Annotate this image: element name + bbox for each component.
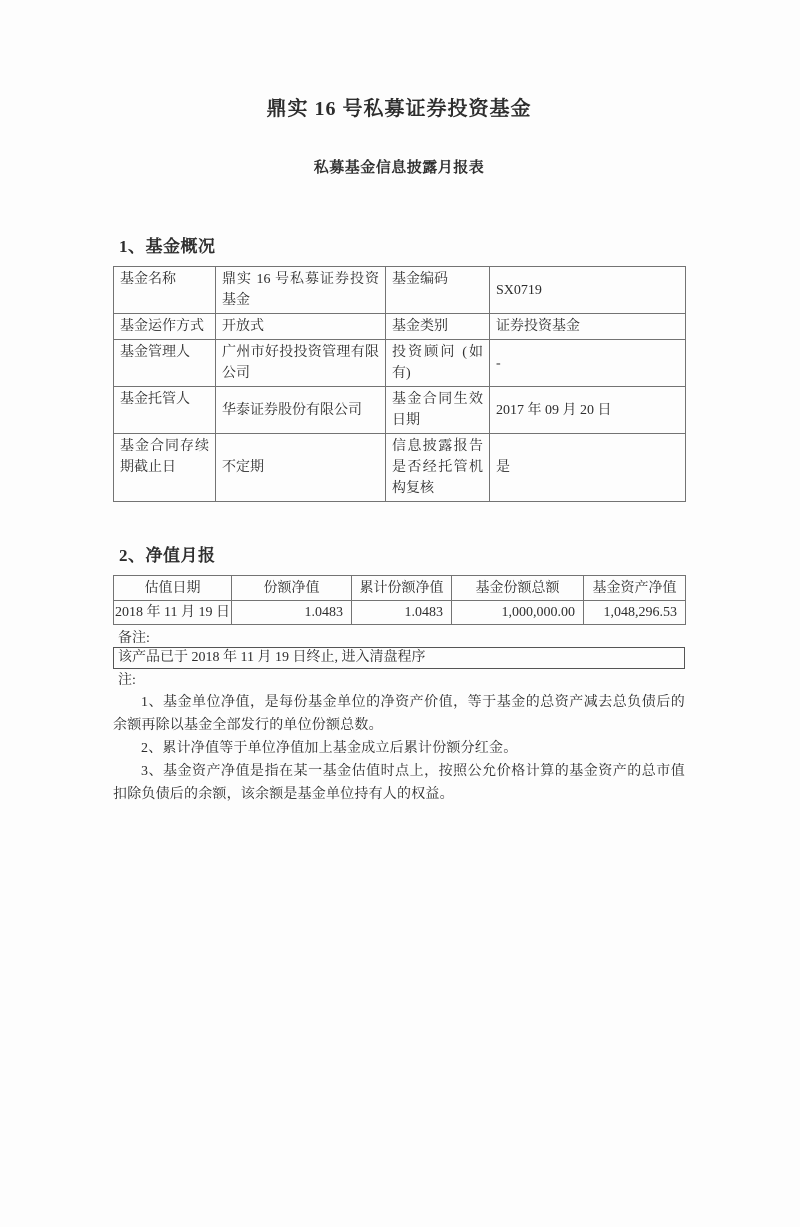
document-page <box>0 96 800 1227</box>
cell-operation-mode-value: 开放式 <box>216 314 386 340</box>
cell-net-assets: 1,048,296.53 <box>584 601 686 625</box>
header-valuation-date: 估值日期 <box>114 576 232 601</box>
remark-box: 该产品已于 2018 年 11 月 19 日终止, 进入清盘程序 <box>113 647 685 669</box>
remark-label: 备注: <box>118 631 150 646</box>
note-item-2: 2、累计净值等于单位净值加上基金成立后累计份额分红金。 <box>141 741 518 756</box>
cell-contract-expiry-label: 基金合同存续期截止日 <box>114 434 216 502</box>
cell-advisor-label: 投资顾问 (如有) <box>386 340 490 387</box>
cell-fund-manager-value: 广州市好投投资管理有限公司 <box>216 340 386 387</box>
fund-overview-table <box>113 266 686 502</box>
table-row <box>114 601 686 625</box>
cell-effective-date-value: 2017 年 09 月 20 日 <box>490 387 686 434</box>
notes-block <box>113 691 685 806</box>
table-row <box>114 387 686 434</box>
cell-cum-unit-nav: 1.0483 <box>352 601 452 625</box>
table-row <box>114 267 686 314</box>
cell-contract-expiry-value: 不定期 <box>216 434 386 502</box>
section-heading-nav-monthly: 2、净值月报 <box>119 546 216 565</box>
cell-fund-manager-label: 基金管理人 <box>114 340 216 387</box>
doc-subtitle: 私募基金信息披露月报表 <box>313 160 485 176</box>
nav-monthly-table <box>113 575 686 625</box>
table-row <box>114 340 686 387</box>
cell-fund-code-label: 基金编码 <box>386 267 490 314</box>
header-total-shares: 基金份额总额 <box>452 576 584 601</box>
cell-custodian-value: 华泰证券股份有限公司 <box>216 387 386 434</box>
cell-fund-type-label: 基金类别 <box>386 314 490 340</box>
doc-title: 鼎实 16 号私募证券投资基金 <box>266 98 532 120</box>
table-header-row <box>114 576 686 601</box>
cell-fund-name-value: 鼎实 16 号私募证券投资基金 <box>216 267 386 314</box>
cell-fund-type-value: 证券投资基金 <box>490 314 686 340</box>
cell-custodian-review-label: 信息披露报告是否经托管机构复核 <box>386 434 490 502</box>
table-row <box>114 434 686 502</box>
cell-operation-mode-label: 基金运作方式 <box>114 314 216 340</box>
cell-unit-nav: 1.0483 <box>232 601 352 625</box>
table-row <box>114 314 686 340</box>
cell-total-shares: 1,000,000.00 <box>452 601 584 625</box>
cell-fund-code-value: SX0719 <box>490 267 686 314</box>
cell-effective-date-label: 基金合同生效日期 <box>386 387 490 434</box>
header-cum-unit-nav: 累计份额净值 <box>352 576 452 601</box>
header-unit-nav: 份额净值 <box>232 576 352 601</box>
cell-valuation-date: 2018 年 11 月 19 日 <box>114 601 232 625</box>
cell-custodian-review-value: 是 <box>490 434 686 502</box>
section-heading-fund-overview: 1、基金概况 <box>119 237 216 256</box>
note-item-3: 3、基金资产净值是指在某一基金估值时点上，按照公允价格计算的基金资产的总市值扣除负债后的余额，该余额是基金单位持有人的权益。 <box>113 764 685 802</box>
cell-custodian-label: 基金托管人 <box>114 387 216 434</box>
document-content <box>113 96 685 806</box>
cell-advisor-value: - <box>490 340 686 387</box>
cell-fund-name-label: 基金名称 <box>114 267 216 314</box>
note-item-1: 1、基金单位净值，是每份基金单位的净资产价值，等于基金的总资产减去总负债后的余额再除以基金全部发行的单位份额总数。 <box>113 695 685 733</box>
header-net-assets: 基金资产净值 <box>584 576 686 601</box>
notes-label: 注: <box>118 673 136 688</box>
